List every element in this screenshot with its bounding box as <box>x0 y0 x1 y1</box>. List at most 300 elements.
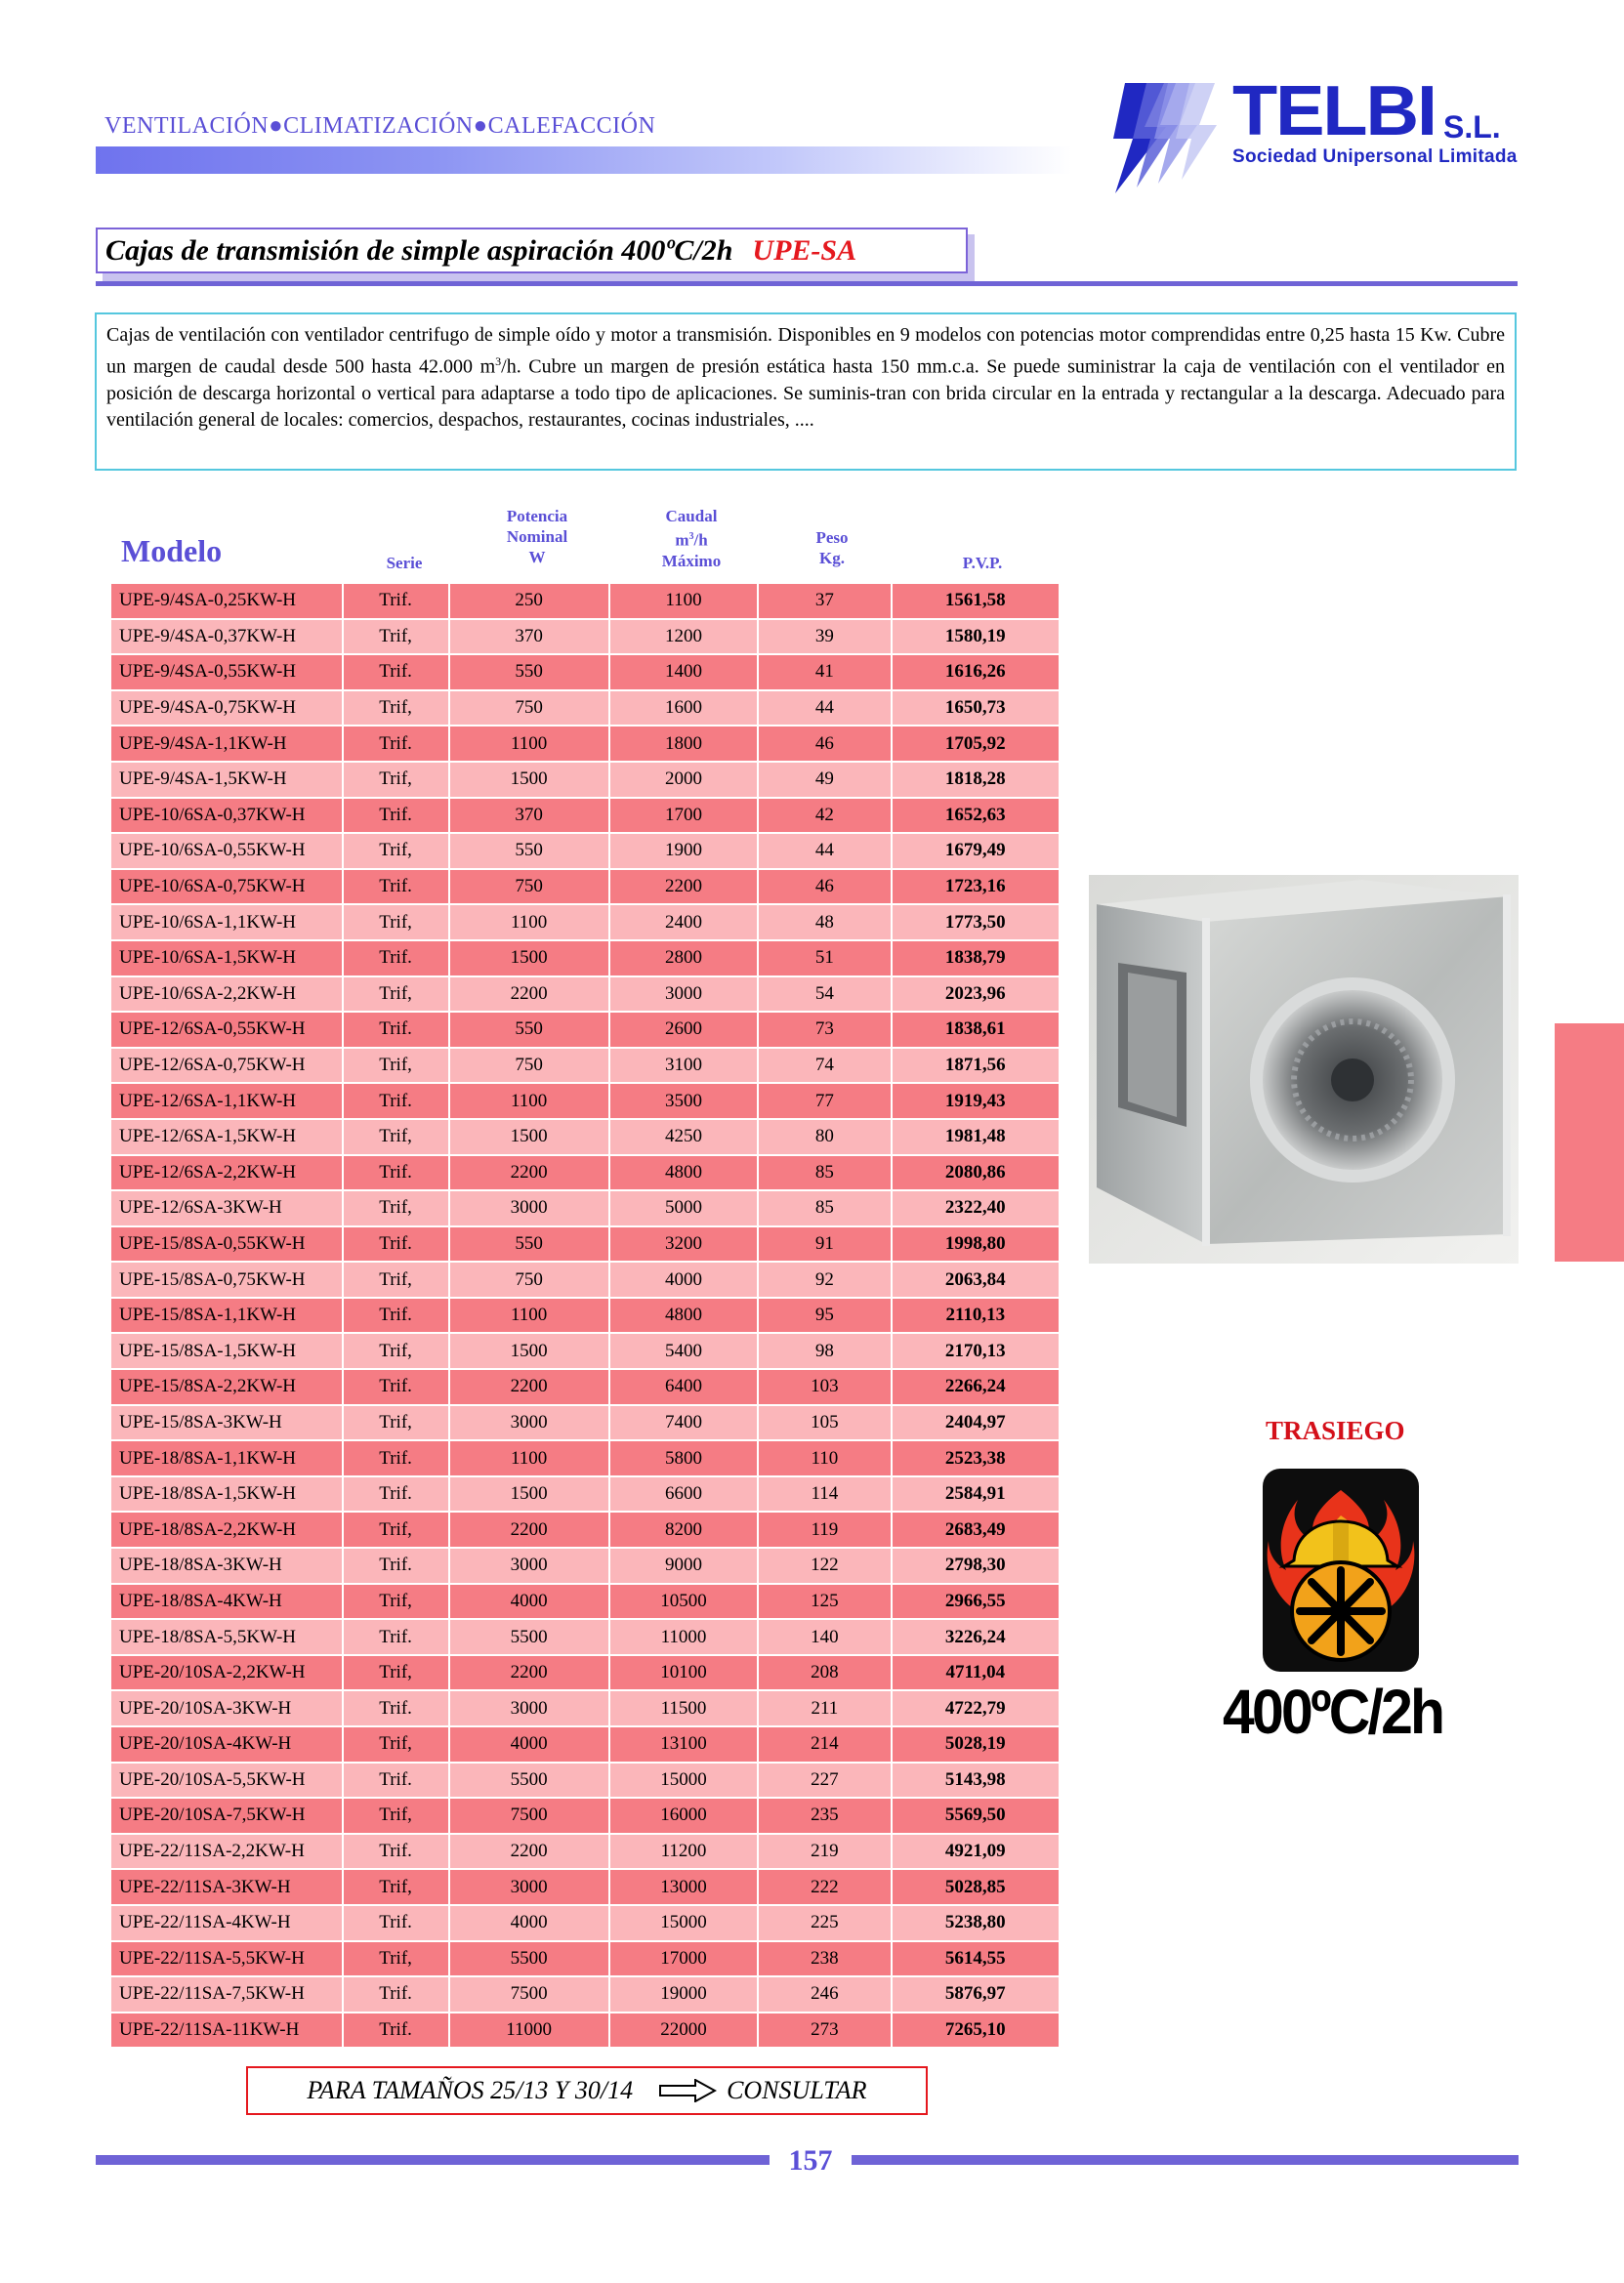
peso-cell: 105 <box>759 1406 892 1442</box>
model-cell: UPE-22/11SA-11KW-H <box>111 2013 344 2050</box>
header-caudal-3: Máximo <box>661 551 722 570</box>
peso-cell: 219 <box>759 1835 892 1871</box>
caudal-cell: 10100 <box>610 1656 759 1692</box>
serie-cell: Trif. <box>344 1013 450 1049</box>
caudal-cell: 2200 <box>610 870 759 906</box>
caudal-cell: 10500 <box>610 1585 759 1621</box>
table-row <box>111 1691 1061 1727</box>
table-row <box>111 1477 1061 1514</box>
serie-cell: Trif. <box>344 870 450 906</box>
caudal-cell: 5800 <box>610 1441 759 1477</box>
potencia-cell: 2200 <box>450 1370 610 1406</box>
caudal-cell: 1100 <box>610 584 759 620</box>
logo-suffix: S.L. <box>1443 109 1501 145</box>
serie-cell: Trif, <box>344 1656 450 1692</box>
caudal-cell: 6400 <box>610 1370 759 1406</box>
price-table-body <box>111 584 1061 2049</box>
peso-cell: 214 <box>759 1727 892 1764</box>
pvp-cell: 1652,63 <box>893 799 1061 835</box>
potencia-cell: 1500 <box>450 1477 610 1514</box>
potencia-cell: 1100 <box>450 905 610 941</box>
pvp-cell: 2322,40 <box>893 1191 1061 1227</box>
potencia-cell: 7500 <box>450 1977 610 2013</box>
peso-cell: 119 <box>759 1513 892 1549</box>
header-potencia-1: Potencia <box>506 507 568 525</box>
serie-cell: Trif. <box>344 1227 450 1264</box>
table-row <box>111 1870 1061 1906</box>
caudal-cell: 4250 <box>610 1120 759 1156</box>
table-row <box>111 1120 1061 1156</box>
pvp-cell: 1998,80 <box>893 1227 1061 1264</box>
footer-rule-left <box>96 2155 770 2165</box>
peso-cell: 238 <box>759 1942 892 1978</box>
model-cell: UPE-20/10SA-7,5KW-H <box>111 1799 344 1835</box>
caudal-cell: 1400 <box>610 655 759 691</box>
pvp-cell: 1919,43 <box>893 1084 1061 1120</box>
potencia-cell: 750 <box>450 691 610 727</box>
serie-cell: Trif, <box>344 977 450 1014</box>
pvp-cell: 1580,19 <box>893 620 1061 656</box>
potencia-cell: 550 <box>450 834 610 870</box>
caudal-cell: 2800 <box>610 941 759 977</box>
serie-cell: Trif, <box>344 1191 450 1227</box>
peso-cell: 54 <box>759 977 892 1014</box>
serie-cell: Trif, <box>344 763 450 799</box>
peso-cell: 273 <box>759 2013 892 2050</box>
footer-rule-right <box>852 2155 1519 2165</box>
pvp-cell: 5143,98 <box>893 1764 1061 1800</box>
peso-cell: 125 <box>759 1585 892 1621</box>
model-cell: UPE-9/4SA-0,55KW-H <box>111 655 344 691</box>
table-row <box>111 1084 1061 1120</box>
peso-cell: 98 <box>759 1334 892 1370</box>
caudal-cell: 5400 <box>610 1334 759 1370</box>
header-caudal <box>617 506 766 571</box>
caudal-cell: 4000 <box>610 1263 759 1299</box>
model-cell: UPE-18/8SA-3KW-H <box>111 1549 344 1585</box>
table-row <box>111 1156 1061 1192</box>
peso-cell: 92 <box>759 1263 892 1299</box>
pvp-cell: 5876,97 <box>893 1977 1061 2013</box>
trasiego-label: TRASIEGO <box>1266 1416 1405 1445</box>
pvp-cell: 5028,85 <box>893 1870 1061 1906</box>
caudal-cell: 7400 <box>610 1406 759 1442</box>
serie-cell: Trif. <box>344 584 450 620</box>
logo-word: TELBI <box>1232 72 1436 150</box>
caudal-cell: 11000 <box>610 1620 759 1656</box>
pvp-cell: 1981,48 <box>893 1120 1061 1156</box>
caudal-cell: 15000 <box>610 1906 759 1942</box>
potencia-cell: 750 <box>450 1263 610 1299</box>
potencia-cell: 250 <box>450 584 610 620</box>
model-cell: UPE-18/8SA-1,5KW-H <box>111 1477 344 1514</box>
table-row <box>111 1299 1061 1335</box>
table-row <box>111 1764 1061 1800</box>
description-sup: 3 <box>495 354 502 368</box>
badge-rating: 400ºC/2h <box>1223 1677 1443 1747</box>
peso-cell: 46 <box>759 870 892 906</box>
header-serie: Serie <box>386 554 423 572</box>
serie-cell: Trif. <box>344 655 450 691</box>
model-cell: UPE-10/6SA-2,2KW-H <box>111 977 344 1014</box>
table-row <box>111 1977 1061 2013</box>
caudal-cell: 3200 <box>610 1227 759 1264</box>
pvp-cell: 2023,96 <box>893 977 1061 1014</box>
table-row <box>111 1263 1061 1299</box>
caudal-cell: 2000 <box>610 763 759 799</box>
potencia-cell: 5500 <box>450 1764 610 1800</box>
caudal-cell: 15000 <box>610 1764 759 1800</box>
model-cell: UPE-18/8SA-2,2KW-H <box>111 1513 344 1549</box>
arrow-right-icon <box>658 2079 717 2102</box>
pvp-cell: 2266,24 <box>893 1370 1061 1406</box>
peso-cell: 42 <box>759 799 892 835</box>
model-cell: UPE-12/6SA-0,55KW-H <box>111 1013 344 1049</box>
pvp-cell: 2966,55 <box>893 1585 1061 1621</box>
table-row <box>111 691 1061 727</box>
pvp-cell: 2080,86 <box>893 1156 1061 1192</box>
model-cell: UPE-22/11SA-3KW-H <box>111 1870 344 1906</box>
peso-cell: 39 <box>759 620 892 656</box>
model-cell: UPE-15/8SA-3KW-H <box>111 1406 344 1442</box>
potencia-cell: 11000 <box>450 2013 610 2050</box>
model-cell: UPE-15/8SA-2,2KW-H <box>111 1370 344 1406</box>
header-modelo: Modelo <box>121 533 223 568</box>
caudal-cell: 3500 <box>610 1084 759 1120</box>
caudal-cell: 8200 <box>610 1513 759 1549</box>
header-pvp: P.V.P. <box>962 554 1003 572</box>
pvp-cell: 4921,09 <box>893 1835 1061 1871</box>
header-caudal-1: Caudal <box>665 507 718 525</box>
table-row <box>111 584 1061 620</box>
table-row <box>111 1942 1061 1978</box>
header-caudal-unit: m <box>675 530 689 550</box>
serie-cell: Trif. <box>344 1764 450 1800</box>
potencia-cell: 4000 <box>450 1906 610 1942</box>
pvp-cell: 2584,91 <box>893 1477 1061 1514</box>
potencia-cell: 2200 <box>450 1513 610 1549</box>
pvp-cell: 2683,49 <box>893 1513 1061 1549</box>
potencia-cell: 3000 <box>450 1549 610 1585</box>
model-cell: UPE-22/11SA-7,5KW-H <box>111 1977 344 2013</box>
caudal-cell: 3100 <box>610 1049 759 1085</box>
table-row <box>111 1334 1061 1370</box>
pvp-cell: 1818,28 <box>893 763 1061 799</box>
serie-cell: Trif, <box>344 1870 450 1906</box>
table-row <box>111 1727 1061 1764</box>
potencia-cell: 1500 <box>450 763 610 799</box>
serie-cell: Trif. <box>344 1549 450 1585</box>
ventilation-box-photo <box>1089 875 1519 1264</box>
model-cell: UPE-10/6SA-0,75KW-H <box>111 870 344 906</box>
potencia-cell: 4000 <box>450 1727 610 1764</box>
model-cell: UPE-9/4SA-0,25KW-H <box>111 584 344 620</box>
pvp-cell: 2404,97 <box>893 1406 1061 1442</box>
peso-cell: 74 <box>759 1049 892 1085</box>
peso-cell: 140 <box>759 1620 892 1656</box>
pvp-cell: 2523,38 <box>893 1441 1061 1477</box>
pvp-cell: 4711,04 <box>893 1656 1061 1692</box>
potencia-cell: 550 <box>450 655 610 691</box>
table-header <box>111 506 1061 580</box>
potencia-cell: 3000 <box>450 1691 610 1727</box>
serie-cell: Trif. <box>344 1441 450 1477</box>
table-row <box>111 620 1061 656</box>
model-cell: UPE-22/11SA-5,5KW-H <box>111 1942 344 1978</box>
caudal-cell: 2600 <box>610 1013 759 1049</box>
model-cell: UPE-18/8SA-4KW-H <box>111 1585 344 1621</box>
pvp-cell: 1773,50 <box>893 905 1061 941</box>
header-peso-1: Peso <box>815 528 849 547</box>
potencia-cell: 1100 <box>450 1084 610 1120</box>
table-row <box>111 1049 1061 1085</box>
pvp-cell: 1871,56 <box>893 1049 1061 1085</box>
potencia-cell: 750 <box>450 1049 610 1085</box>
description-text-1: Cajas de ventilación con ventilador centrifugo de simple oído y motor a transmisión. Disponibles en 9 modelos con potencias motor comprendidas entre 0,25 hasta 15 Kw. Cubre un margen de caudal desde 500 hasta 42.000 m <box>106 324 1505 378</box>
peso-cell: 103 <box>759 1370 892 1406</box>
serie-cell: Trif. <box>344 1370 450 1406</box>
table-row <box>111 1656 1061 1692</box>
table-row <box>111 1799 1061 1835</box>
header-tagline: VENTILACIÓN●CLIMATIZACIÓN●CALEFACCIÓN <box>104 113 656 139</box>
peso-cell: 85 <box>759 1191 892 1227</box>
description-text-2: /h. Cubre un margen de presión estática hasta 150 mm.c.a. Se puede suministrar la caja de ventilación con el ventilador en posición de descarga horizontal o vertical para adaptarse a todo tipo de aplicaciones. Se suminis-tran con brida circular en la entrada y rectangular a la descarga. Adecuado para ventilación general de locales: comercios, despachos, restaurantes, cocinas industriales, .... <box>106 355 1505 431</box>
serie-cell: Trif. <box>344 1299 450 1335</box>
peso-cell: 73 <box>759 1013 892 1049</box>
consult-right: CONSULTAR <box>727 2076 867 2104</box>
header-gradient-bar <box>96 146 1072 174</box>
pvp-cell: 5569,50 <box>893 1799 1061 1835</box>
model-cell: UPE-20/10SA-4KW-H <box>111 1727 344 1764</box>
potencia-cell: 1100 <box>450 726 610 763</box>
model-cell: UPE-10/6SA-1,1KW-H <box>111 905 344 941</box>
potencia-cell: 5500 <box>450 1942 610 1978</box>
model-cell: UPE-10/6SA-0,55KW-H <box>111 834 344 870</box>
caudal-cell: 13100 <box>610 1727 759 1764</box>
caudal-cell: 19000 <box>610 1977 759 2013</box>
caudal-cell: 11200 <box>610 1835 759 1871</box>
potencia-cell: 1100 <box>450 1299 610 1335</box>
pvp-cell: 2063,84 <box>893 1263 1061 1299</box>
model-cell: UPE-12/6SA-1,5KW-H <box>111 1120 344 1156</box>
peso-cell: 48 <box>759 905 892 941</box>
caudal-cell: 11500 <box>610 1691 759 1727</box>
table-row <box>111 870 1061 906</box>
model-cell: UPE-12/6SA-1,1KW-H <box>111 1084 344 1120</box>
potencia-cell: 1100 <box>450 1441 610 1477</box>
peso-cell: 37 <box>759 584 892 620</box>
model-cell: UPE-20/10SA-2,2KW-H <box>111 1656 344 1692</box>
peso-cell: 122 <box>759 1549 892 1585</box>
table-row <box>111 655 1061 691</box>
caudal-cell: 3000 <box>610 977 759 1014</box>
potencia-cell: 7500 <box>450 1799 610 1835</box>
pvp-cell: 2110,13 <box>893 1299 1061 1335</box>
table-row <box>111 1620 1061 1656</box>
caudal-cell: 1900 <box>610 834 759 870</box>
serie-cell: Trif, <box>344 834 450 870</box>
model-cell: UPE-18/8SA-1,1KW-H <box>111 1441 344 1477</box>
table-row <box>111 763 1061 799</box>
peso-cell: 208 <box>759 1656 892 1692</box>
model-cell: UPE-15/8SA-1,5KW-H <box>111 1334 344 1370</box>
peso-cell: 110 <box>759 1441 892 1477</box>
model-cell: UPE-9/4SA-0,37KW-H <box>111 620 344 656</box>
potencia-cell: 1500 <box>450 1120 610 1156</box>
model-cell: UPE-15/8SA-0,75KW-H <box>111 1263 344 1299</box>
potencia-cell: 5500 <box>450 1620 610 1656</box>
potencia-cell: 4000 <box>450 1585 610 1621</box>
peso-cell: 44 <box>759 834 892 870</box>
peso-cell: 51 <box>759 941 892 977</box>
serie-cell: Trif. <box>344 799 450 835</box>
peso-cell: 222 <box>759 1870 892 1906</box>
pvp-cell: 1650,73 <box>893 691 1061 727</box>
potencia-cell: 2200 <box>450 1156 610 1192</box>
peso-cell: 41 <box>759 655 892 691</box>
pvp-cell: 5028,19 <box>893 1727 1061 1764</box>
potencia-cell: 3000 <box>450 1870 610 1906</box>
serie-cell: Trif, <box>344 1727 450 1764</box>
table-row <box>111 2013 1061 2050</box>
pvp-cell: 2170,13 <box>893 1334 1061 1370</box>
potencia-cell: 2200 <box>450 1835 610 1871</box>
peso-cell: 211 <box>759 1691 892 1727</box>
caudal-cell: 4800 <box>610 1156 759 1192</box>
model-cell: UPE-20/10SA-3KW-H <box>111 1691 344 1727</box>
model-cell: UPE-9/4SA-0,75KW-H <box>111 691 344 727</box>
table-row <box>111 905 1061 941</box>
pvp-cell: 5238,80 <box>893 1906 1061 1942</box>
header-peso-2: Kg. <box>819 549 845 567</box>
header-caudal-unit-after: /h <box>693 530 708 550</box>
serie-cell: Trif, <box>344 620 450 656</box>
serie-cell: Trif. <box>344 1477 450 1514</box>
peso-cell: 95 <box>759 1299 892 1335</box>
serie-cell: Trif, <box>344 1942 450 1978</box>
peso-cell: 91 <box>759 1227 892 1264</box>
page-title: Cajas de transmisión de simple aspiración 400ºC/2h <box>105 233 733 267</box>
serie-cell: Trif. <box>344 1835 450 1871</box>
serie-cell: Trif. <box>344 1156 450 1192</box>
title-rule <box>96 281 1518 286</box>
peso-cell: 77 <box>759 1084 892 1120</box>
potencia-cell: 3000 <box>450 1406 610 1442</box>
serie-cell: Trif. <box>344 1084 450 1120</box>
caudal-cell: 5000 <box>610 1191 759 1227</box>
table-row <box>111 1835 1061 1871</box>
model-cell: UPE-18/8SA-5,5KW-H <box>111 1620 344 1656</box>
potencia-cell: 2200 <box>450 977 610 1014</box>
model-cell: UPE-9/4SA-1,1KW-H <box>111 726 344 763</box>
pvp-cell: 1838,61 <box>893 1013 1061 1049</box>
potencia-cell: 550 <box>450 1227 610 1264</box>
serie-cell: Trif, <box>344 691 450 727</box>
serie-cell: Trif, <box>344 1799 450 1835</box>
peso-cell: 80 <box>759 1120 892 1156</box>
table-row <box>111 834 1061 870</box>
peso-cell: 44 <box>759 691 892 727</box>
caudal-cell: 4800 <box>610 1299 759 1335</box>
model-cell: UPE-9/4SA-1,5KW-H <box>111 763 344 799</box>
caudal-cell: 17000 <box>610 1942 759 1978</box>
pvp-cell: 1679,49 <box>893 834 1061 870</box>
peso-cell: 114 <box>759 1477 892 1514</box>
serie-cell: Trif. <box>344 1906 450 1942</box>
potencia-cell: 550 <box>450 1013 610 1049</box>
price-table <box>111 506 1061 2049</box>
header-peso <box>766 527 898 568</box>
caudal-cell: 1800 <box>610 726 759 763</box>
page-number: 157 <box>788 2144 833 2177</box>
model-cell: UPE-12/6SA-2,2KW-H <box>111 1156 344 1192</box>
caudal-cell: 6600 <box>610 1477 759 1514</box>
table-row <box>111 1406 1061 1442</box>
consult-box <box>246 2066 928 2115</box>
pvp-cell: 1723,16 <box>893 870 1061 906</box>
table-row <box>111 1013 1061 1049</box>
table-row <box>111 1227 1061 1264</box>
model-cell: UPE-22/11SA-2,2KW-H <box>111 1835 344 1871</box>
caudal-cell: 1200 <box>610 620 759 656</box>
serie-cell: Trif. <box>344 941 450 977</box>
pvp-cell: 1838,79 <box>893 941 1061 977</box>
pvp-cell: 2798,30 <box>893 1549 1061 1585</box>
table-row <box>111 1585 1061 1621</box>
table-row <box>111 1549 1061 1585</box>
model-cell: UPE-22/11SA-4KW-H <box>111 1906 344 1942</box>
table-row <box>111 726 1061 763</box>
pvp-cell: 4722,79 <box>893 1691 1061 1727</box>
model-cell: UPE-15/8SA-0,55KW-H <box>111 1227 344 1264</box>
potencia-cell: 750 <box>450 870 610 906</box>
model-cell: UPE-10/6SA-0,37KW-H <box>111 799 344 835</box>
serie-cell: Trif, <box>344 1263 450 1299</box>
potencia-cell: 370 <box>450 620 610 656</box>
serie-cell: Trif, <box>344 1120 450 1156</box>
serie-cell: Trif, <box>344 1049 450 1085</box>
header-caudal-sup: 3 <box>688 531 694 542</box>
peso-cell: 246 <box>759 1977 892 2013</box>
pvp-cell: 1616,26 <box>893 655 1061 691</box>
serie-cell: Trif, <box>344 905 450 941</box>
caudal-cell: 1700 <box>610 799 759 835</box>
pvp-cell: 1561,58 <box>893 584 1061 620</box>
title-box <box>96 228 968 273</box>
model-cell: UPE-12/6SA-0,75KW-H <box>111 1049 344 1085</box>
table-row <box>111 977 1061 1014</box>
potencia-cell: 3000 <box>450 1191 610 1227</box>
model-cell: UPE-12/6SA-3KW-H <box>111 1191 344 1227</box>
table-row <box>111 1191 1061 1227</box>
model-cell: UPE-20/10SA-5,5KW-H <box>111 1764 344 1800</box>
table-row <box>111 1370 1061 1406</box>
potencia-cell: 370 <box>450 799 610 835</box>
serie-cell: Trif. <box>344 2013 450 2050</box>
side-tab <box>1555 1023 1624 1262</box>
peso-cell: 235 <box>759 1799 892 1835</box>
pvp-cell: 3226,24 <box>893 1620 1061 1656</box>
table-row <box>111 1906 1061 1942</box>
table-row <box>111 1441 1061 1477</box>
peso-cell: 225 <box>759 1906 892 1942</box>
peso-cell: 46 <box>759 726 892 763</box>
caudal-cell: 22000 <box>610 2013 759 2050</box>
table-row <box>111 941 1061 977</box>
logo-subtitle: Sociedad Unipersonal Limitada <box>1232 146 1518 167</box>
potencia-cell: 1500 <box>450 941 610 977</box>
consult-left: PARA TAMAÑOS 25/13 Y 30/14 <box>307 2076 634 2104</box>
